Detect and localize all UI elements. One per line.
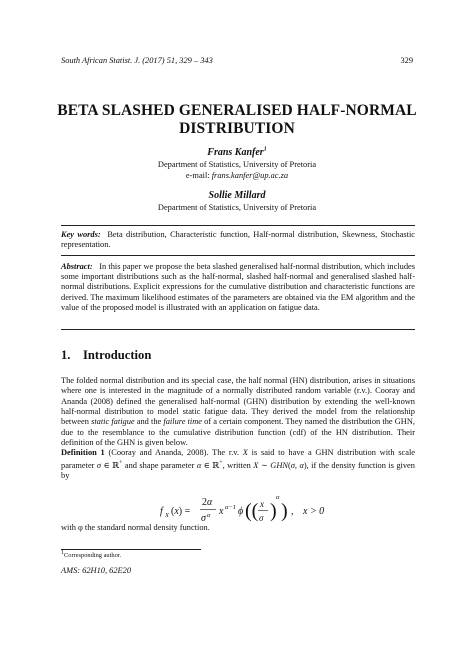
abstract-text: In this paper we propose the beta slashed generalised half-normal distribution, which includes some important distributions such as the half-normal, slashed half-normal and generalised slashed half-normal distributions. Explicit expressions for the cumulative distribution and characteristic functions are derived. The maximum likelihood estimates of the parameters are obtained via the EM algorithm and the value of the proposed model is illustrated with an application on fatigue data. — [61, 262, 415, 312]
equation-power-x: x — [219, 506, 224, 517]
definition-paragraph: Definition 1 (Cooray and Ananda, 2008). The r.v. X is said to have a GHN distribution with scale parameter σ ∈ ℝ+ and shape parameter α ∈ ℝ+, written X ∼ GHN(σ, α), if the density function is given by — [61, 448, 416, 481]
footnote: 1Corresponding author. — [61, 549, 122, 559]
equation-frac-den-exp: α — [207, 512, 211, 519]
equation-separator: , — [291, 506, 294, 517]
definition-label: Definition 1 — [61, 448, 105, 457]
equation-inner-den: σ — [259, 513, 264, 523]
equation-lhs-f: f — [160, 506, 163, 517]
paper-title-line-2: DISTRIBUTION — [179, 120, 295, 137]
section-heading — [61, 348, 151, 363]
keywords-label: Key words: — [61, 230, 101, 239]
failure-time-term: failure time — [163, 417, 202, 427]
keywords-top-rule — [61, 225, 415, 226]
author-1-affiliation: Department of Statistics, University of Pretoria — [157, 160, 317, 169]
abstract-bottom-rule — [61, 329, 415, 330]
ams-classification: AMS: 62H10, 62E20 — [61, 566, 132, 575]
keywords-block — [61, 230, 415, 250]
equation-outer-exp: α — [276, 494, 280, 501]
keywords-bottom-rule — [61, 255, 415, 256]
author-2-name: Sollie Millard — [208, 190, 266, 201]
author-1-email: frans.kanfer@up.ac.za — [211, 171, 289, 180]
equation-left-parens: (( — [245, 500, 259, 522]
section-title: Introduction — [83, 348, 152, 362]
keywords-text: Beta distribution, Characteristic function, Half-normal distribution, Skewness, Stochastic representation. — [61, 230, 415, 250]
equation-frac-num: 2α — [202, 497, 213, 508]
paper-title-line-1: BETA SLASHED GENERALISED HALF-NORMAL — [57, 102, 417, 119]
abstract-label: Abstract: — [61, 262, 93, 271]
running-head: South African Statist. J. (2017) 51, 329 – 343 — [61, 56, 213, 65]
equation-right-paren-outer: ) — [281, 500, 288, 522]
abstract-block — [61, 262, 415, 313]
equation-right-paren: ) — [270, 500, 277, 522]
equation-inner-num: x — [260, 499, 264, 509]
footnote-rule — [61, 549, 201, 550]
equation-lhs-arg: (x) = — [171, 506, 191, 517]
footnote-mark: 1 — [61, 549, 64, 556]
equation-condition: x > 0 — [303, 506, 325, 517]
static-fatigue-term: static fatigue — [91, 417, 135, 427]
equation-frac-den: σ — [201, 513, 206, 524]
equation-phi: ϕ — [238, 506, 244, 517]
author-1-email-line: e-mail: frans.kanfer@up.ac.za — [185, 171, 289, 180]
after-equation-text: with φ the standard normal density function. — [61, 523, 210, 532]
page-number: 329 — [400, 56, 413, 65]
equation-power-exp: α−1 — [225, 504, 237, 511]
section-number: 1. — [61, 348, 71, 362]
author-1-footnote-mark: 1 — [263, 146, 267, 153]
author-2-affiliation: Department of Statistics, University of Pretoria — [157, 203, 317, 212]
intro-paragraph: The folded normal distribution and its special case, the half normal (HN) distribution, arises in situations where one is interested in the magnitude of a normally distributed random variable (r.v.). Cooray and Ananda (2008) defined the generalised half-normal (GHN) distribution by extending the well-known half-normal distribution to model static fatigue data. They derived the model from the relationship between static fatigue and the failure time of a certain component. They named the distribution the GHN, due to the resemblance to the cumulative distribution function (cdf) of the HN distribution. Their definition of the GHN is given below. — [61, 376, 415, 448]
equation-lhs-subscript: X — [165, 512, 169, 519]
author-1-name: Frans Kanfer$^1$ — [207, 146, 267, 158]
paper-title — [40, 102, 434, 138]
